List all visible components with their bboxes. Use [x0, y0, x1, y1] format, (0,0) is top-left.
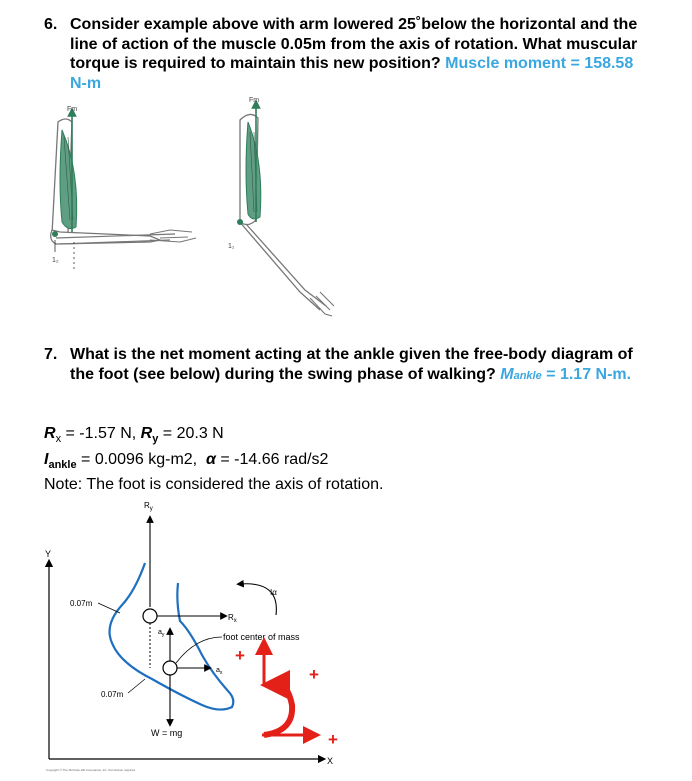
- alpha-symbol: α: [206, 450, 216, 468]
- rx-label: R: [44, 425, 56, 442]
- question-7: [44, 345, 654, 386]
- left-fm-label: Fm: [67, 106, 78, 113]
- answer-value: = 1.17 N-m.: [541, 365, 632, 383]
- given-forces: [44, 424, 383, 450]
- given-inertia: [44, 450, 383, 476]
- distance-label-top: 0.07m: [70, 599, 93, 608]
- right-fm-label: Fm: [249, 97, 260, 104]
- free-body-diagram: [0, 491, 692, 781]
- distance-label-bottom: 0.07m: [101, 690, 124, 699]
- answer-sub: ankle: [513, 369, 542, 382]
- red-plus-rotation: +: [309, 665, 319, 684]
- ialpha-label: Iα: [270, 588, 277, 597]
- question-7-answer: [500, 366, 631, 383]
- ry-value: = 20.3 N: [158, 425, 224, 442]
- ry-label: $R_y$: [144, 501, 153, 512]
- rx-label: $R_x$: [228, 613, 237, 624]
- red-plus-x: +: [328, 730, 338, 749]
- i-label: I: [44, 450, 49, 468]
- rx-sub: x: [55, 433, 62, 446]
- question-6-text: Consider example above with arm lowered 25˚below the horizontal and the line of action of the muscle 0.05m from the axis of rotation. What muscular torque is required to maintain this new position?: [70, 16, 638, 72]
- i-sub: ankle: [48, 458, 77, 471]
- distance-leader-bottom: [128, 679, 145, 693]
- com-label: foot center of mass: [223, 632, 300, 642]
- foot-outline: [110, 563, 234, 710]
- ax-label: $a_x$: [216, 667, 223, 676]
- right-lever-label: 1₁: [228, 243, 235, 250]
- ay-label: $a_y$: [158, 629, 165, 638]
- center-of-mass: [163, 661, 177, 675]
- x-axis-label: X: [327, 756, 334, 766]
- ry-label: R: [140, 425, 153, 442]
- answer-symbol: M: [500, 365, 514, 383]
- question-7-text: What is the net moment acting at the ankle given the free-body diagram of the foot (see below) during the swing phase of walking?: [70, 346, 633, 383]
- rx-value: = -1.57 N,: [61, 425, 141, 442]
- question-6-number: 6.: [44, 16, 58, 33]
- question-6: [44, 15, 654, 93]
- red-rotation-arrow: [264, 685, 292, 735]
- left-arm-drawing: [51, 106, 196, 270]
- question-6-answer: Muscle moment = 158.58 N-m: [70, 55, 634, 92]
- given-note: Note: The foot is considered the axis of rotation.: [44, 476, 384, 494]
- ry-sub: y: [152, 433, 159, 446]
- red-plus-y: +: [235, 646, 245, 665]
- distance-leader-top: [98, 603, 120, 613]
- left-lever-label: 1₂: [52, 257, 59, 264]
- weight-label: W = mg: [151, 728, 183, 738]
- arm-figure: [0, 92, 692, 332]
- ankle-joint: [143, 609, 157, 623]
- question-7-number: 7.: [44, 346, 58, 363]
- given-values: [44, 424, 383, 495]
- alpha-value: = -14.66 rad/s2: [215, 450, 329, 468]
- copyright: Copyright © The McGraw-Hill Companies, Inc. Permission required: [46, 768, 136, 772]
- i-value: = 0.0096 kg-m2,: [76, 450, 198, 468]
- y-axis-label: Y: [45, 549, 52, 559]
- right-arm-drawing: [228, 97, 334, 316]
